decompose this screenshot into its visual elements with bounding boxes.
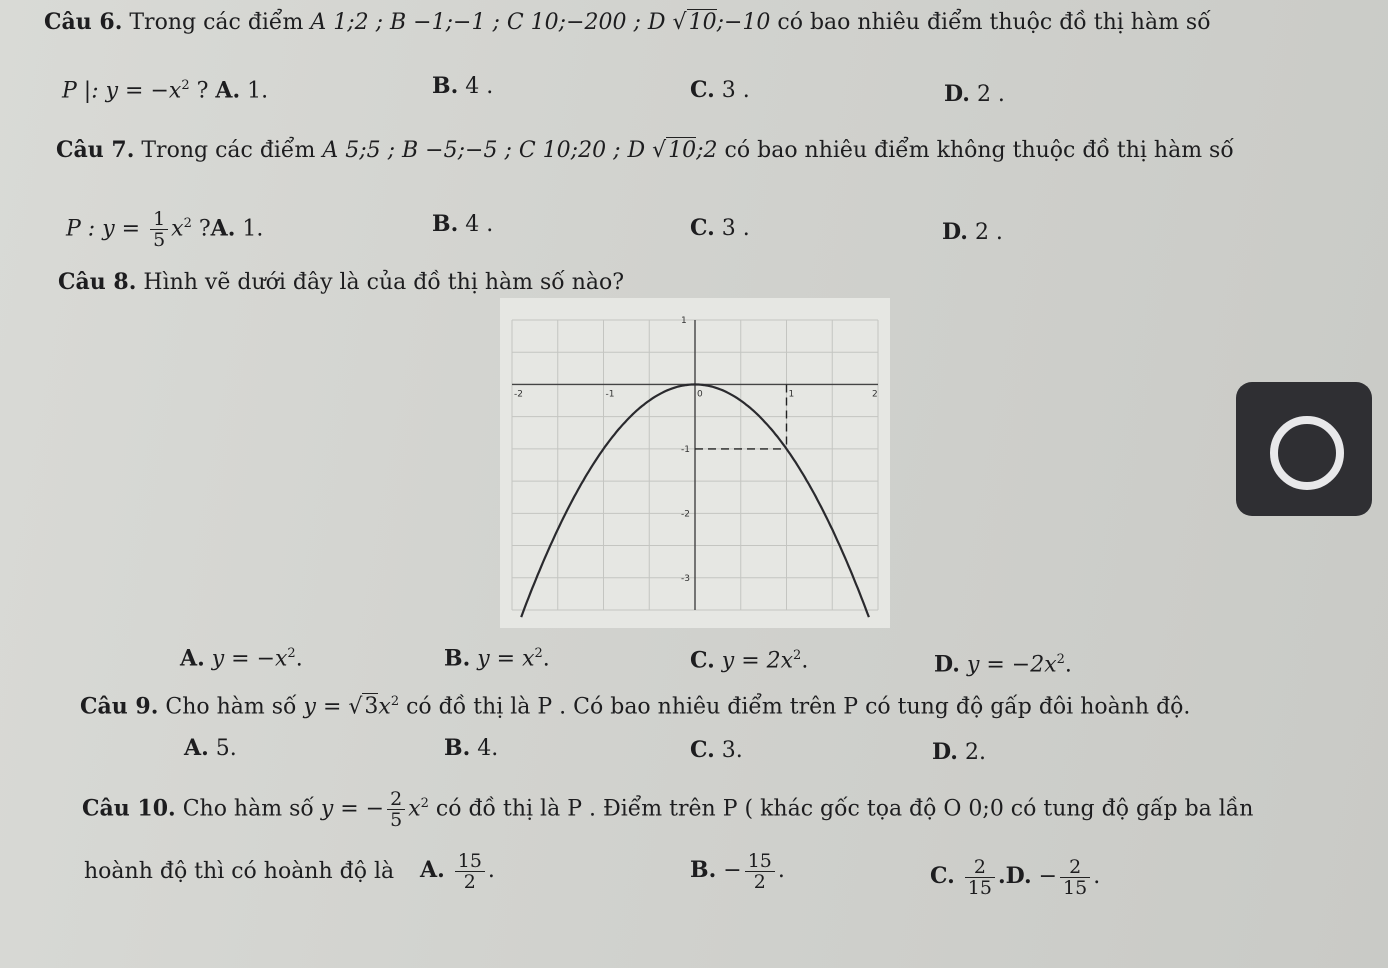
parabola-graph <box>500 298 890 628</box>
x-tick-label: 1 <box>788 389 795 400</box>
question-7-function: P : y = $\frac{1}{5}$ $x^2$ ?A. 1. <box>66 207 264 251</box>
question-8-option-d: D. $y = -2x^2$. <box>934 651 1072 678</box>
x-tick-label: 2 <box>872 389 878 400</box>
question-6-option-b: B. 4 . <box>432 73 494 99</box>
x-tick-label: -1 <box>605 389 615 400</box>
fraction: $\frac{2}{5}$ <box>387 789 405 830</box>
question-9-line: Câu 9. Cho hàm số $y = √3x^2$ có đồ thị là P . Có bao nhiêu điểm trên P có tung độ gấp đôi hoành độ. <box>80 693 1191 720</box>
question-10-line-1: Câu 10. Cho hàm số y = − $\frac{2}{5}$ $x^2$ có đồ thị là P . Điểm trên P ( khác gốc tọa độ O 0;0 có tung độ gấp ba lần <box>82 787 1254 831</box>
question-6-option-c: C. 3 . <box>690 77 750 103</box>
question-7-line-1: Câu 7. Trong các điểm A 5;5 ; B −5;−5 ; C 10;20 ; D √10;2 có bao nhiêu điểm không thuộc đồ thị hàm số <box>56 137 1234 163</box>
question-8-option-a: A. $y = -x^2$. <box>180 645 303 672</box>
question-8-option-b: B. $y = x^2$. <box>444 645 550 672</box>
y-tick-label: 1 <box>681 316 687 326</box>
fraction: $\frac{1}{5}$ <box>150 209 168 250</box>
x-tick-label: 0 <box>697 389 703 400</box>
question-8-option-c: C. $y = 2x^2$. <box>690 647 809 674</box>
question-10-option-a: A. $\frac{15}{2}$ . <box>420 849 495 893</box>
question-7-option-b: B. 4 . <box>432 211 494 237</box>
question-8-line: Câu 8. Hình vẽ dưới đây là của đồ thị hàm số nào? <box>58 269 625 295</box>
question-9-option-d: D. 2. <box>932 739 986 765</box>
x-tick-label: -2 <box>514 389 523 400</box>
question-6-function: P |: $y = -x^2$ ? A. 1. <box>62 77 269 104</box>
question-6-option-d: D. 2 . <box>944 81 1005 107</box>
question-10-option-c-d: C. $\frac{2}{15}$ .D. − $\frac{2}{15}$ . <box>930 855 1101 899</box>
y-tick-label: -1 <box>681 444 690 455</box>
question-9-option-b: B. 4. <box>444 735 499 761</box>
question-10-line-2: hoành độ thì có hoành độ là <box>84 859 395 884</box>
question-9-option-c: C. 3. <box>690 737 743 763</box>
y-tick-label: -2 <box>681 509 690 520</box>
question-6-line-1: Câu 6. Trong các điểm A 1;2 ; B −1;−1 ; C 10;−200 ; D √10;−10 có bao nhiêu điểm thuộc đồ thị hàm số <box>44 9 1211 35</box>
y-tick-label: -3 <box>681 573 690 584</box>
circle-toggle-icon[interactable] <box>1270 416 1344 490</box>
question-7-option-d: D. 2 . <box>942 219 1003 245</box>
question-7-option-c: C. 3 . <box>690 215 750 241</box>
question-9-option-a: A. 5. <box>184 735 237 761</box>
overlay-toggle-button[interactable] <box>1236 382 1372 516</box>
question-10-option-b: B. − $\frac{15}{2}$ . <box>690 849 785 893</box>
